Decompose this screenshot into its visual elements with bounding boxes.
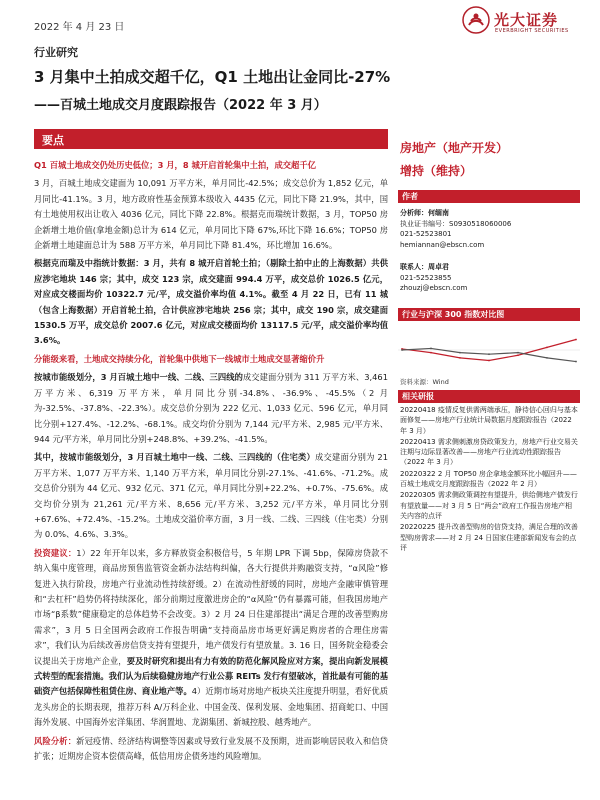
- contact-name: 周卓君: [428, 263, 449, 271]
- analyst-cert: 执业证书编号：S0930518060006: [400, 219, 512, 228]
- data-point-property: [459, 357, 461, 359]
- data-point-csi300: [430, 348, 432, 350]
- main-body: [34, 158, 388, 767]
- data-point-property: [488, 360, 490, 362]
- report-date: 2022 年 4 月 23 日: [34, 22, 125, 33]
- analyst-block: [400, 208, 511, 250]
- kp-paragraph-5: [34, 370, 388, 447]
- contact-email[interactable]: zhouzj@ebscn.com: [400, 284, 468, 292]
- contact-block: [400, 262, 467, 294]
- kp-heading-4: 分能级来看，土地成交持续分化，首轮集中供地下一线城市土地成交显著缩价升: [34, 353, 325, 364]
- data-point-property: [546, 346, 548, 348]
- related-item[interactable]: 20220418 疫情反复供需两端承压，静待信心回归与基本面修复——房地产行业统计局数据月度跟踪报告（2022 年 3 月）: [400, 406, 578, 435]
- chart-header: [398, 308, 580, 321]
- contact-phone: 021-52523855: [400, 273, 452, 282]
- analyst-email[interactable]: hemiannan@ebscn.com: [400, 240, 485, 249]
- investment-advice-label: 投资建议：: [34, 547, 77, 558]
- analyst-name-line: [400, 208, 511, 219]
- analyst-label: 分析师：: [400, 209, 428, 217]
- data-point-csi300: [546, 357, 548, 359]
- kp-p7-a: 1）22 年开年以来，多方释放资金积极信号，5 年期 LPR 下调 5bp，保障房贷款不纳入集中度管理，商品房预售监管资金新办法结构纠偏，各大行提供并购融资支持，“α风险”修复进入执行阶段，房地产行业流动性持续舒缓。2）在流动性舒缓的同时，房地产金融审慎管理和“去杠杆”趋势仍将持续深化，部分前期过度激进房企的“α风险”仍有暴露可能，但我国房地产市场“β系数”健康稳定的总体趋势不会改变。3）2 月 24 日住建部提出“满足合理的改善型购房需求”，3 月 5 日全国两会政府工作报告明确“支持商品房市场更好满足购房者的合理住房需求”，我们认为后续改善房信贷支持有望提升，地产债发行有望放量。3. 16 日，国务院金稳委会议提出关于房地产企业，: [34, 547, 388, 666]
- brand-name: 光大证券: [494, 11, 559, 29]
- contact-name-line: [400, 262, 467, 273]
- key-points-header: [34, 129, 388, 149]
- related-list: [400, 405, 578, 554]
- related-header: [398, 390, 580, 403]
- index-comparison-chart: [398, 325, 580, 375]
- kp-p7-c: 4）近期市场对房地产板块关注度提升明显，看好优质龙头房企的长期表现，推荐万科 A/万科企业、中国金茂、保利发展、金地集团、招商蛇口、中国海外发展、中国海外宏洋集团、华润置地、龙湖集团、新城控股、越秀地产。: [34, 686, 388, 728]
- data-point-property: [517, 354, 519, 356]
- risk-analysis-label: 风险分析：: [34, 735, 77, 746]
- kp-paragraph-8: [34, 734, 388, 765]
- kp-p7-b: 要及时研究和提出有力有效的防范化解风险应对方案，提出向新发展模式转型的配套措施。我们认为后续稳健房地产行业公募 REITs 发行有望破冰，首批最有可能的基础资产包括保障性租赁住房、商业地产等。: [34, 655, 388, 697]
- report-subtitle: ——百城土地成交月度跟踪报告（2022 年 3 月）: [34, 98, 327, 113]
- related-header-label: 相关研报: [402, 392, 434, 401]
- brand-name-en: EVERBRIGHT SECURITIES: [495, 28, 569, 34]
- related-item[interactable]: 20220413 需求侧刺激房贷政策发力，房地产行业交易关注期与边际显著改善——房地产行业流动性跟踪报告（2022 年 3 月）: [400, 437, 578, 467]
- data-point-csi300: [517, 352, 519, 354]
- data-point-csi300: [459, 352, 461, 354]
- kp-heading-1: Q1 百城土地成交仍处历史低位；3 月，8 城开启首轮集中土拍，成交超千亿: [34, 160, 316, 170]
- report-category: 行业研究: [34, 46, 78, 59]
- data-point-csi300: [575, 361, 577, 363]
- author-header-label: 作者: [402, 192, 418, 201]
- sector-name: 房地产（地产开发）: [400, 141, 509, 155]
- kp-p5-lead: 按城市能级划分，3 月百城土地中一线、二线、三四线的: [34, 372, 243, 383]
- kp-paragraph-3: 根据克而瑞及中指统计数据：3 月，共有 8 城开启首轮土拍；（剔除土拍中止的上海数据）共供应涉宅地块 146 宗；其中，成交 123 宗，成交建面 994.4 万平，成交总价 1026.5 亿元，对应成交楼面均价 10322.7 元/平，成交溢价率均值 4.1%。截至 4 月 22 日，已有 11 城（包含上海数据）开启首轮土拍，合计供应涉宅地块 256 宗；其中，成交 190 宗，成交建面 1530.5 万平，成交总价 2007.6 亿元，对应成交楼面均价 13117.5 元/平，成交溢价率均值 3.6%。: [34, 258, 388, 346]
- related-item[interactable]: 20220225 提升改善型购房的信贷支持，满足合理的改善型购房需求——对 2 月 24 日国家住建部新闻发布会的点评: [400, 523, 578, 552]
- sector-rating: 增持（维持）: [400, 164, 473, 178]
- data-point-property: [575, 339, 577, 341]
- data-point-property: [430, 352, 432, 354]
- analyst-phone: 021-52523801: [400, 230, 452, 238]
- chart-header-label: 行业与沪深 300 指数对比图: [402, 310, 505, 319]
- everbright-logo-icon: [462, 6, 490, 34]
- related-item[interactable]: 20220305 需求侧政策调控有望提升，供给侧地产债发行有望放量——对 3 月 5 日“两会”政府工作报告房地产相关内容的点评: [400, 491, 578, 520]
- report-title: 3 月集中土拍成交超千亿，Q1 土地出让金同比-27%: [34, 68, 391, 86]
- contact-label: 联系人：: [400, 263, 428, 271]
- kp-paragraph-2: 3 月，百城土地成交建面为 10,091 万平方米，单月同比-42.5%；成交总价为 1,852 亿元，单月同比-41.1%。3 月，地方政府性基金预算本级收入 4435 亿元，同比下降 21.9%，其中，国有土地使用权出让收入 4036 亿元，同比下降 22.8%。根据克而瑞统计数据，3 月，TOP50 房企新增土地价值(拿地金额)总计为 614 亿元，单月同比下降 67%,环比下降 16.6%；TOP50 房企新增土地建面总计为 588 万平方米，单月同比下降 81.4%，环比增加 16.6%。: [34, 178, 388, 251]
- related-item[interactable]: 20220322 2 月 TOP50 房企拿地金额环比小幅回升——百城土地成交月度跟踪报告（2022 年 2 月）: [400, 469, 577, 489]
- kp-p5-body: 成交建面分别为 311 万平方米、3,461 万平方米、6,319 万平方米，单月同比分别-34.8%、-36.9%、-45.5%（2 月为-32.5%、-37.8%、-22.3%）。成交总价分别为 222 亿元、1,033 亿元、596 亿元，单月同比分别+127.4%、-12.2%、-68.1%。成交均价分别为 7,144 元/平方米、2,985 元/平方米、944 元/平方米，单月同比分别+248.8%、+39.2%、-41.5%。: [34, 372, 388, 444]
- kp-p6-body: 成交建面分别为 21 万平方米、1,077 万平方米、1,140 万平方米，单月同比分别-27.1%、-41.6%、-71.2%。成交总价分别为 44 亿元、932 亿元、371 亿元，单月同比分别+22.2%、+0.7%、-75.6%。成交均价分别为 21,261 元/平方米、8,656 元/平方米、3,252 元/平方米，单月同比分别+67.6%、+72.4%、-15.2%。土地成交溢价率方面，3 月一线、二线、三四线（住宅类）分别为 0.0%、4.6%、3.3%。: [34, 452, 388, 540]
- analyst-name: 何缅南: [428, 209, 449, 217]
- brand-logo: [462, 6, 582, 36]
- data-point-csi300: [401, 349, 403, 351]
- author-header: [398, 190, 580, 203]
- data-point-csi300: [488, 353, 490, 355]
- kp-p6-lead: 其中，按城市能级划分，3 月百城土地中一线、二线、三四线的（住宅类）: [34, 452, 316, 463]
- kp-paragraph-6: [34, 450, 388, 542]
- chart-source: 资料来源：Wind: [400, 378, 449, 386]
- key-points-label: 要点: [42, 134, 64, 147]
- kp-paragraph-7: [34, 546, 388, 731]
- kp-p8-body: 新冠疫情、经济结构调整等因素或导致行业发展不及预期，进而影响居民收入和信贷扩张；近期房企资本偿债高峰，低信用房企债务违约风险增加。: [34, 735, 388, 762]
